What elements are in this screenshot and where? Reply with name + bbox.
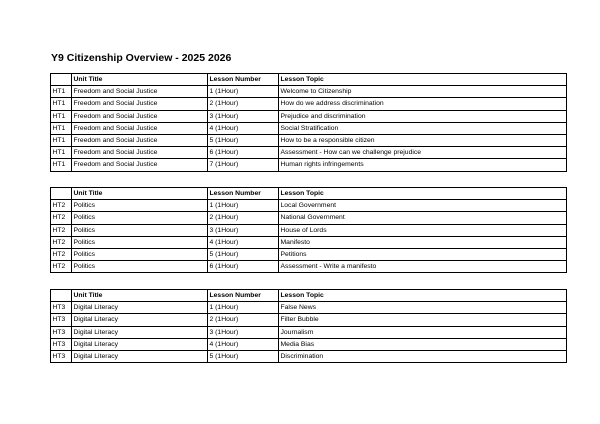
header-unit-title: Unit Title bbox=[72, 74, 208, 86]
lesson-number-cell: 2 (1Hour) bbox=[208, 212, 279, 224]
term-cell: HT1 bbox=[51, 159, 72, 171]
table-row bbox=[51, 98, 567, 110]
term-cell: HT3 bbox=[51, 338, 72, 350]
lesson-topic-cell: National Government bbox=[279, 212, 567, 224]
lesson-topic-cell: House of Lords bbox=[279, 224, 567, 236]
lesson-topic-cell: Filter Bubble bbox=[279, 314, 567, 326]
lesson-number-cell: 4 (1Hour) bbox=[208, 236, 279, 248]
lesson-topic-cell: Human rights infringements bbox=[279, 159, 567, 171]
table-row bbox=[51, 249, 567, 261]
term-cell: HT2 bbox=[51, 249, 72, 261]
header-code bbox=[51, 188, 72, 200]
unit-title-cell: Freedom and Social Justice bbox=[72, 98, 208, 110]
term-cell: HT1 bbox=[51, 147, 72, 159]
lesson-topic-cell: Assessment - Write a manifesto bbox=[279, 261, 567, 273]
term-cell: HT2 bbox=[51, 224, 72, 236]
unit-title-cell: Digital Literacy bbox=[72, 351, 208, 363]
term-cell: HT2 bbox=[51, 261, 72, 273]
lesson-topic-cell: Discrimination bbox=[279, 351, 567, 363]
lesson-number-cell: 3 (1Hour) bbox=[208, 224, 279, 236]
table-row bbox=[51, 351, 567, 363]
table-header-row bbox=[51, 74, 567, 86]
unit-title-cell: Politics bbox=[72, 236, 208, 248]
term-cell: HT2 bbox=[51, 236, 72, 248]
lesson-topic-cell: Local Government bbox=[279, 200, 567, 212]
lesson-topic-cell: Media Bias bbox=[279, 338, 567, 350]
lesson-number-cell: 2 (1Hour) bbox=[208, 314, 279, 326]
table-row bbox=[51, 302, 567, 314]
header-lesson-topic: Lesson Topic bbox=[279, 74, 567, 86]
lesson-topic-cell: False News bbox=[279, 302, 567, 314]
table-row bbox=[51, 135, 567, 147]
lesson-number-cell: 1 (1Hour) bbox=[208, 86, 279, 98]
lesson-topic-cell: Social Stratification bbox=[279, 122, 567, 134]
lesson-number-cell: 1 (1Hour) bbox=[208, 200, 279, 212]
term-cell: HT2 bbox=[51, 200, 72, 212]
table-row bbox=[51, 338, 567, 350]
lesson-topic-cell: How to be a responsible citizen bbox=[279, 135, 567, 147]
term-cell: HT3 bbox=[51, 326, 72, 338]
unit-title-cell: Politics bbox=[72, 212, 208, 224]
lesson-number-cell: 3 (1Hour) bbox=[208, 326, 279, 338]
lesson-number-cell: 7 (1Hour) bbox=[208, 159, 279, 171]
lesson-topic-cell: How do we address discrimination bbox=[279, 98, 567, 110]
header-code bbox=[51, 74, 72, 86]
table-row bbox=[51, 122, 567, 134]
lesson-topic-cell: Welcome to Citizenship bbox=[279, 86, 567, 98]
term-cell: HT3 bbox=[51, 314, 72, 326]
lesson-topic-cell: Manifesto bbox=[279, 236, 567, 248]
table-row bbox=[51, 110, 567, 122]
unit-table-ht2 bbox=[50, 187, 567, 273]
lesson-number-cell: 2 (1Hour) bbox=[208, 98, 279, 110]
table-header-row bbox=[51, 290, 567, 302]
lesson-number-cell: 5 (1Hour) bbox=[208, 351, 279, 363]
unit-title-cell: Politics bbox=[72, 200, 208, 212]
lesson-number-cell: 1 (1Hour) bbox=[208, 302, 279, 314]
header-lesson-topic: Lesson Topic bbox=[279, 188, 567, 200]
header-unit-title: Unit Title bbox=[72, 290, 208, 302]
table-row bbox=[51, 200, 567, 212]
lesson-topic-cell: Journalism bbox=[279, 326, 567, 338]
unit-title-cell: Freedom and Social Justice bbox=[72, 110, 208, 122]
unit-title-cell: Politics bbox=[72, 249, 208, 261]
lesson-topic-cell: Petitions bbox=[279, 249, 567, 261]
table-row bbox=[51, 86, 567, 98]
header-lesson-number: Lesson Number bbox=[208, 290, 279, 302]
lesson-number-cell: 3 (1Hour) bbox=[208, 110, 279, 122]
page-title: Y9 Citizenship Overview - 2025 2026 bbox=[51, 52, 232, 64]
lesson-number-cell: 5 (1Hour) bbox=[208, 135, 279, 147]
term-cell: HT1 bbox=[51, 110, 72, 122]
term-cell: HT3 bbox=[51, 302, 72, 314]
unit-title-cell: Digital Literacy bbox=[72, 326, 208, 338]
unit-title-cell: Freedom and Social Justice bbox=[72, 86, 208, 98]
table-row bbox=[51, 212, 567, 224]
lesson-number-cell: 6 (1Hour) bbox=[208, 147, 279, 159]
term-cell: HT3 bbox=[51, 351, 72, 363]
unit-table-ht3 bbox=[50, 289, 567, 363]
lesson-topic-cell: Assessment - How can we challenge prejudice bbox=[279, 147, 567, 159]
unit-title-cell: Freedom and Social Justice bbox=[72, 135, 208, 147]
unit-title-cell: Freedom and Social Justice bbox=[72, 147, 208, 159]
unit-table-ht1 bbox=[50, 73, 567, 172]
unit-title-cell: Politics bbox=[72, 261, 208, 273]
unit-title-cell: Digital Literacy bbox=[72, 302, 208, 314]
term-cell: HT1 bbox=[51, 86, 72, 98]
term-cell: HT1 bbox=[51, 98, 72, 110]
unit-title-cell: Freedom and Social Justice bbox=[72, 122, 208, 134]
term-cell: HT1 bbox=[51, 122, 72, 134]
header-lesson-topic: Lesson Topic bbox=[279, 290, 567, 302]
table-row bbox=[51, 326, 567, 338]
header-code bbox=[51, 290, 72, 302]
header-unit-title: Unit Title bbox=[72, 188, 208, 200]
table-row bbox=[51, 314, 567, 326]
lesson-topic-cell: Prejudice and discrimination bbox=[279, 110, 567, 122]
table-row bbox=[51, 261, 567, 273]
unit-title-cell: Politics bbox=[72, 224, 208, 236]
unit-title-cell: Digital Literacy bbox=[72, 314, 208, 326]
header-lesson-number: Lesson Number bbox=[208, 74, 279, 86]
lesson-number-cell: 5 (1Hour) bbox=[208, 249, 279, 261]
term-cell: HT2 bbox=[51, 212, 72, 224]
lesson-number-cell: 4 (1Hour) bbox=[208, 338, 279, 350]
unit-title-cell: Freedom and Social Justice bbox=[72, 159, 208, 171]
lesson-number-cell: 4 (1Hour) bbox=[208, 122, 279, 134]
table-row bbox=[51, 236, 567, 248]
table-row bbox=[51, 159, 567, 171]
header-lesson-number: Lesson Number bbox=[208, 188, 279, 200]
term-cell: HT1 bbox=[51, 135, 72, 147]
lesson-number-cell: 6 (1Hour) bbox=[208, 261, 279, 273]
table-header-row bbox=[51, 188, 567, 200]
table-row bbox=[51, 147, 567, 159]
unit-title-cell: Digital Literacy bbox=[72, 338, 208, 350]
table-row bbox=[51, 224, 567, 236]
